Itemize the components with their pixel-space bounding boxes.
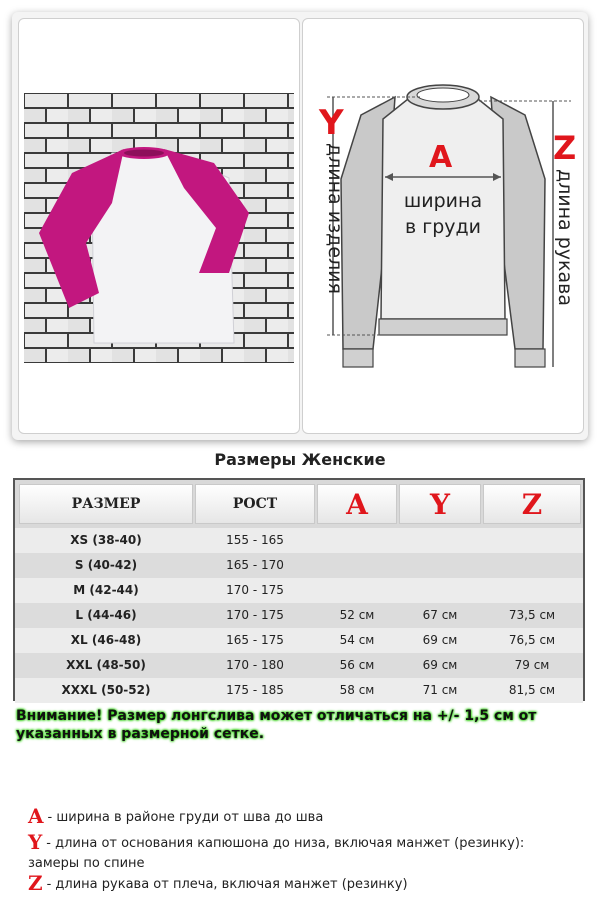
cell-a: 54 см — [339, 633, 375, 647]
legend-item-y — [28, 832, 573, 874]
cell-size: XL (46-48) — [70, 633, 142, 647]
cell-z — [483, 528, 581, 553]
cell-height: 170 - 175 — [226, 583, 284, 597]
cell-z: 81,5 см — [508, 683, 556, 697]
legend-text-y: - длина от основания капюшона до низа, включая манжет (резинку): замеры по спине — [28, 836, 525, 871]
cell-size: XXL (48-50) — [66, 658, 146, 672]
diagram-letter-y: Y — [319, 103, 344, 143]
cell-height: 165 - 170 — [226, 558, 284, 572]
diagram-letter-z: Z — [553, 129, 577, 167]
size-table-header — [15, 480, 583, 528]
cell-y: 71 см — [422, 683, 458, 697]
cell-y: 67 см — [422, 608, 458, 622]
diagram-chest-label-line1: ширина — [403, 190, 483, 212]
table-row — [15, 603, 583, 628]
cell-size: XXXL (50-52) — [61, 683, 151, 697]
table-row — [15, 678, 583, 703]
cell-z: 76,5 см — [508, 633, 556, 647]
header-a: A — [317, 484, 397, 524]
cell-size: M (42-44) — [73, 583, 139, 597]
cell-a: 56 см — [339, 658, 375, 672]
diagram-sleeve-label: длина рукава — [554, 169, 576, 306]
cell-y — [399, 528, 481, 553]
legend-letter-y: Y — [28, 830, 43, 854]
cell-y: 69 см — [422, 633, 458, 647]
legend-letter-a: A — [28, 804, 44, 828]
header-height: РОСТ — [195, 484, 315, 524]
cell-size: S (40-42) — [74, 558, 138, 572]
legend-text-z: - длина рукава от плеча, включая манжет (резинку) — [46, 877, 408, 892]
cell-height: 170 - 180 — [226, 658, 284, 672]
header-size: РАЗМЕР — [19, 484, 193, 524]
cell-height: 165 - 175 — [226, 633, 284, 647]
legend-item-a — [28, 806, 573, 828]
cell-z — [483, 553, 581, 578]
cell-a — [317, 553, 397, 578]
product-images-card — [12, 12, 588, 440]
cell-a: 52 см — [339, 608, 375, 622]
table-row — [15, 628, 583, 653]
cell-size: L (44-46) — [75, 608, 137, 622]
measurement-diagram — [303, 19, 583, 433]
table-row — [15, 553, 583, 578]
cell-z — [483, 578, 581, 603]
cell-height: 175 - 185 — [226, 683, 284, 697]
measurement-diagram-panel — [302, 18, 584, 434]
product-photo-panel — [18, 18, 300, 434]
diagram-length-label: длина изделия — [324, 143, 346, 294]
diagram-chest-label-line2: в груди — [404, 216, 482, 238]
size-table — [13, 478, 585, 701]
diagram-letter-a: A — [429, 140, 453, 175]
cell-z: 79 см — [514, 658, 550, 672]
cell-a — [317, 528, 397, 553]
table-row — [15, 653, 583, 678]
cell-a — [317, 578, 397, 603]
cell-height: 155 - 165 — [226, 533, 284, 547]
header-y: Y — [399, 484, 481, 524]
cell-height: 170 - 175 — [226, 608, 284, 622]
cell-y: 69 см — [422, 658, 458, 672]
product-photo — [24, 93, 294, 363]
legend-item-z — [28, 873, 573, 895]
table-row — [15, 578, 583, 603]
cell-a: 58 см — [339, 683, 375, 697]
cell-z: 73,5 см — [508, 608, 556, 622]
size-warning-note: Внимание! Размер лонгслива может отличаться на +/- 1,5 см от указанных в размерной сетке. — [16, 708, 537, 742]
header-z: Z — [483, 484, 581, 524]
cell-y — [399, 553, 481, 578]
cell-size: XS (38-40) — [70, 533, 142, 547]
legend-text-a: - ширина в районе груди от шва до шва — [47, 810, 324, 825]
cell-y — [399, 578, 481, 603]
table-row — [15, 528, 583, 553]
legend-letter-z: Z — [28, 871, 43, 895]
size-table-title: Размеры Женские — [214, 450, 386, 469]
